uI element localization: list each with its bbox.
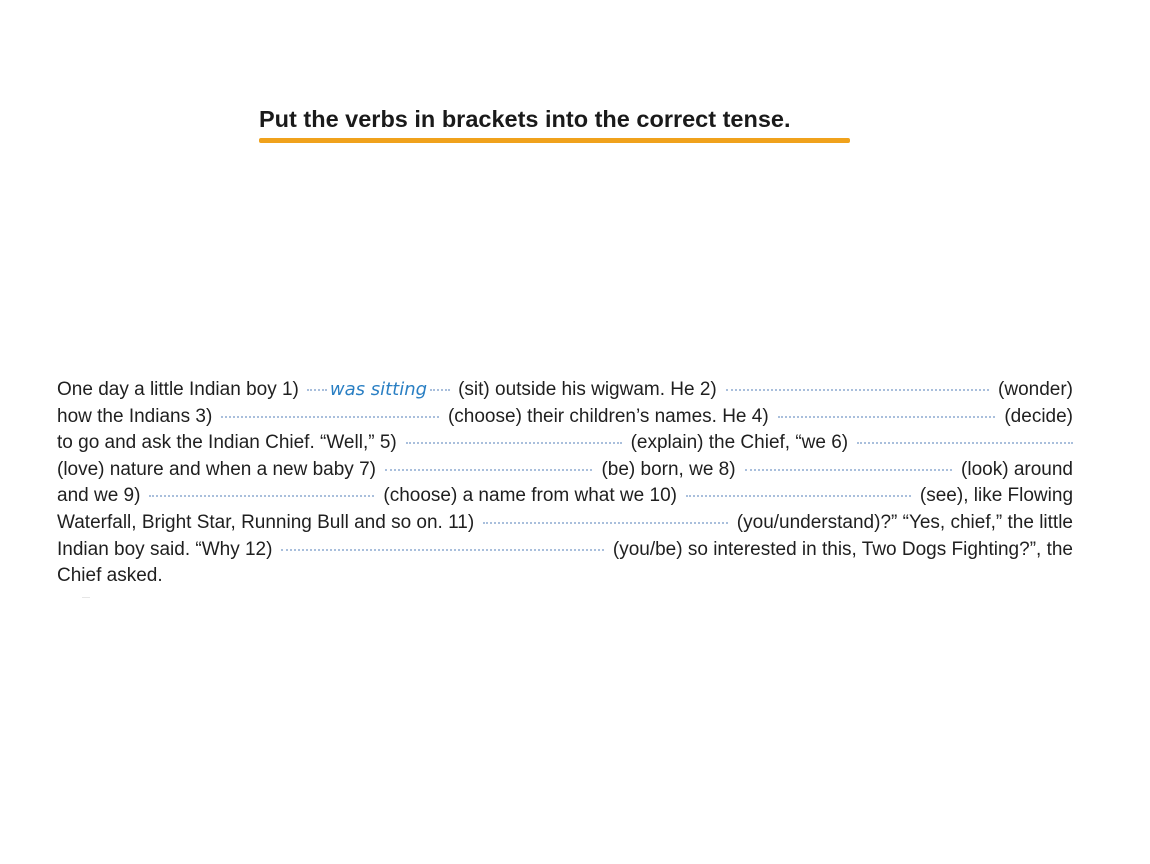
text-segment: to go and ask the Indian Chief. “Well,” 5) — [57, 432, 397, 454]
text-segment: Waterfall, Bright Star, Running Bull and so on. 11) — [57, 511, 475, 533]
text-segment: Indian boy said. “Why 12) — [57, 538, 273, 560]
exercise-line — [57, 404, 1073, 431]
exercise-line — [57, 510, 1073, 537]
answer-blank-3[interactable] — [221, 416, 439, 418]
text-segment: (choose) a name from what we 10) — [383, 485, 677, 507]
text-segment: (explain) the Chief, “we 6) — [630, 432, 849, 454]
exercise-line — [57, 537, 1073, 564]
text-segment: how the Indians 3) — [57, 405, 213, 427]
text-segment: (be) born, we 8) — [601, 458, 736, 480]
text-segment: (see), like Flowing — [919, 485, 1074, 507]
answer-blank-5[interactable] — [406, 442, 622, 444]
answer-blank-10[interactable] — [686, 495, 911, 497]
text-segment: and we 9) — [57, 485, 141, 507]
answer-blank-1[interactable] — [307, 377, 450, 404]
text-segment: Chief asked. — [57, 565, 163, 587]
exercise-line — [57, 430, 1073, 457]
dotted-leader — [307, 389, 327, 391]
exercise-line — [57, 483, 1073, 510]
text-segment: One day a little Indian boy 1) — [57, 379, 299, 400]
exercise-instructions — [259, 104, 850, 143]
answer-blank-12[interactable] — [281, 549, 603, 551]
text-segment: (you/understand)?” “Yes, chief,” the little — [736, 511, 1073, 533]
text-segment: (love) nature and when a new baby 7) — [57, 458, 376, 480]
answer-blank-6[interactable] — [857, 442, 1073, 444]
answer-blank-8[interactable] — [745, 469, 952, 471]
text-segment: (look) around — [961, 458, 1073, 480]
exercise-line — [57, 377, 1073, 404]
exercise-line — [57, 457, 1073, 484]
scan-mark — [82, 597, 90, 598]
dotted-leader — [430, 389, 450, 391]
exercise-title: Put the verbs in brackets into the correct tense. — [259, 106, 791, 132]
text-segment: (sit) outside his wigwam. He 2) — [458, 379, 717, 400]
answer-blank-11[interactable] — [483, 522, 728, 524]
answer-blank-2[interactable] — [726, 389, 989, 391]
text-segment: (wonder) — [998, 379, 1073, 400]
exercise-line — [57, 563, 1073, 590]
text-segment: (you/be) so interested in this, Two Dogs Fighting?”, the — [612, 538, 1073, 560]
example-answer: was sitting — [329, 379, 428, 400]
text-segment: (decide) — [1004, 405, 1074, 427]
exercise-text — [57, 377, 1073, 590]
text-segment: (choose) their children’s names. He 4) — [447, 405, 769, 427]
answer-blank-9[interactable] — [149, 495, 374, 497]
answer-blank-7[interactable] — [385, 469, 592, 471]
title-underline — [259, 138, 850, 143]
answer-blank-4[interactable] — [778, 416, 996, 418]
